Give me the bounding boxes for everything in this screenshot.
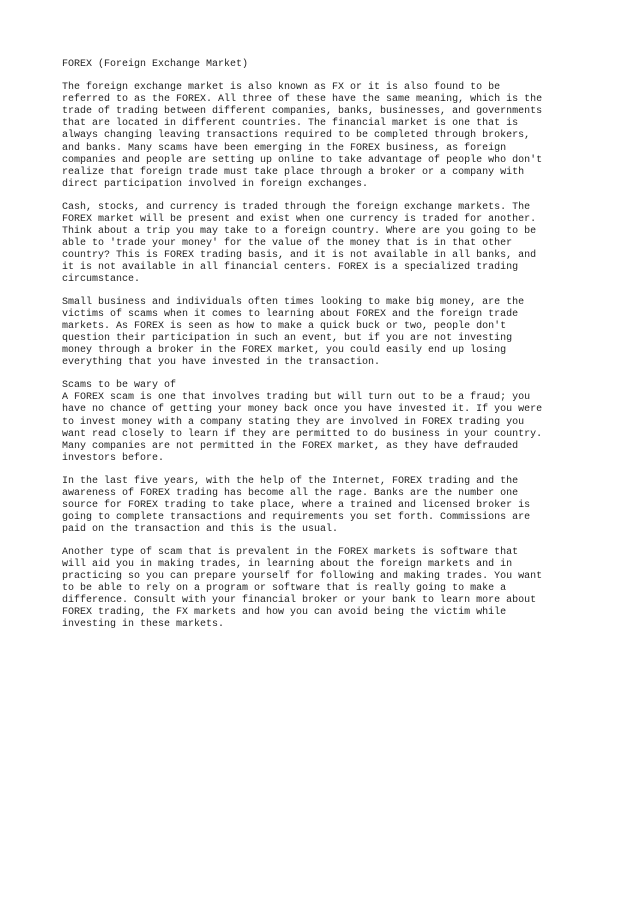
- paragraph-intro: [62, 82, 582, 191]
- paragraph-scams: [62, 380, 582, 465]
- text-line: victims of scams when it comes to learning about FOREX and the foreign trade: [62, 309, 519, 321]
- text-line: Think about a trip you may take to a foreign country. Where are you going to be: [62, 225, 537, 237]
- text-line: trade of trading between different companies, banks, businesses, and governments: [62, 106, 543, 118]
- text-line: it is not available in all financial centers. FOREX is a specialized trading: [62, 262, 519, 274]
- text-line: money through a broker in the FOREX market, you could easily end up losing: [62, 345, 507, 357]
- text-line: Cash, stocks, and currency is traded through the foreign exchange markets. The: [62, 201, 531, 213]
- section-heading: Scams to be wary of: [62, 380, 177, 392]
- text-line: Small business and individuals often times looking to make big money, are the: [62, 296, 525, 308]
- text-line: investors before.: [62, 452, 165, 464]
- paragraph-small-business: [62, 297, 582, 370]
- document-title: FOREX (Foreign Exchange Market): [62, 59, 249, 70]
- text-line: referred to as the FOREX. All three of these have the same meaning, which is the: [62, 94, 543, 106]
- text-line: that are located in different countries. The financial market is one that is: [62, 118, 519, 130]
- text-line: paid on the transaction and this is the usual.: [62, 523, 339, 535]
- text-line: markets. As FOREX is seen as how to make a quick buck or two, people don't: [62, 321, 507, 333]
- text-line: going to complete transactions and requirements you set forth. Commissions are: [62, 511, 531, 523]
- text-line: have no chance of getting your money back once you have invested it. If you were: [62, 404, 543, 416]
- text-line: to invest money with a company stating they are involved in FOREX trading you: [62, 416, 525, 428]
- text-line: to be able to rely on a program or software that is really going to make a: [62, 583, 507, 594]
- text-line: always changing leaving transactions required to be completed through brokers,: [62, 130, 531, 142]
- paragraph-cash-stocks: [62, 202, 582, 287]
- text-line: direct participation involved in foreign exchanges.: [62, 178, 369, 190]
- text-line: A FOREX scam is one that involves trading but will turn out to be a fraud; you: [62, 392, 531, 404]
- text-line: In the last five years, with the help of the Internet, FOREX trading and the: [62, 475, 519, 487]
- text-line: companies and people are setting up online to take advantage of people who don't: [62, 154, 543, 166]
- text-line: want read closely to learn if they are permitted to do business in your country.: [62, 428, 543, 440]
- text-line: realize that foreign trade must take place through a broker or a company with: [62, 166, 525, 178]
- text-line: FOREX trading, the FX markets and how you can avoid being the victim while: [62, 607, 507, 619]
- text-line: country? This is FOREX trading basis, and it is not available in all banks, and: [62, 250, 537, 261]
- text-line: will aid you in making trades, in learning about the foreign markets and in: [62, 558, 513, 570]
- text-line: Many companies are not permitted in the FOREX market, as they have defrauded: [62, 440, 519, 452]
- text-line: Another type of scam that is prevalent in the FOREX markets is software that: [62, 546, 519, 558]
- text-line: awareness of FOREX trading has become all the rage. Banks are the number one: [62, 487, 519, 499]
- text-line: question their participation in such an event, but if you are not investing: [62, 333, 513, 345]
- text-line: able to 'trade your money' for the value of the money that is in that other: [62, 237, 513, 249]
- text-line: everything that you have invested in the transaction.: [62, 357, 381, 369]
- text-line: practicing so you can prepare yourself for following and making trades. You want: [62, 570, 543, 582]
- document-page: [62, 59, 582, 642]
- text-line: circumstance.: [62, 274, 141, 286]
- text-line: difference. Consult with your financial broker or your bank to learn more about: [62, 595, 537, 607]
- paragraph-software-scam: [62, 547, 582, 632]
- text-line: FOREX market will be present and exist when one currency is traded for another.: [62, 213, 537, 225]
- paragraph-last-five-years: [62, 476, 582, 536]
- text-line: source for FOREX trading to take place, where a trained and licensed broker is: [62, 499, 531, 511]
- text-line: The foreign exchange market is also known as FX or it is also found to be: [62, 82, 501, 94]
- text-line: and banks. Many scams have been emerging in the FOREX business, as foreign: [62, 142, 507, 154]
- text-line: investing in these markets.: [62, 619, 225, 631]
